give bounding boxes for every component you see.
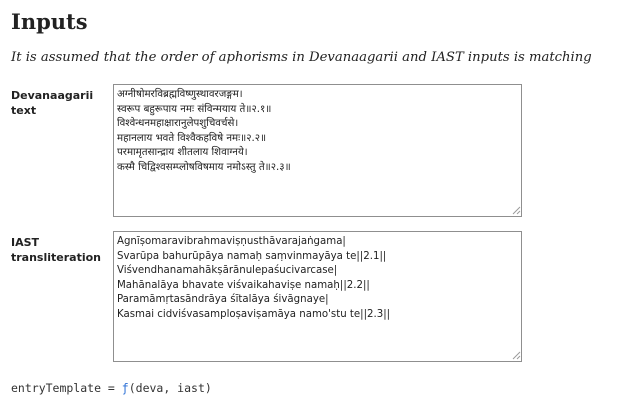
iast-label: IAST transliteration [11, 236, 102, 264]
iast-resize-handle[interactable] [512, 351, 521, 360]
iast-textarea[interactable]: Agnīṣomaravibrahmaviṣṇusthāvarajaṅgama| Svarūpa bahurūpāya namaḥ saṃvinmayāya te||2.1|| Viśvendhanamahākṣārānulepaśucivarcase| Mahānalāya bhavate viśvaikahaviṣe namaḥ||2.2|| Paramāmṛtasāndrāya śītalāya śivāgnaye| Kasmai cidviśvasamploṣaviṣamāya namo'stu te||2.3|| [113, 231, 522, 362]
entry-template-prefix: entryTemplate = [11, 381, 122, 395]
devanagari-resize-handle[interactable] [512, 206, 521, 215]
page-subtitle: It is assumed that the order of aphorisms in Devanaagarii and IAST inputs is matching [11, 50, 592, 65]
entry-template-args: (deva, iast) [128, 381, 212, 395]
devanagari-label: Devanaagarii text [11, 89, 94, 117]
devanagari-textarea[interactable]: अग्नीषोमरविब्रह्मविष्णुस्थावरजङ्गम। स्वरूप बहुरूपाय नमः संविन्मयाय ते॥२.१॥ विश्वेन्धनमहाक्षारानुलेपशुचिवर्चसे। महानलाय भवते विश्वैकहविषे नमः॥२.२॥ परमामृतसान्द्राय शीतलाय शिवाग्नये। कस्मै चिद्विश्वसम्प्लोषविषमाय नमोऽस्तु ते॥२.३॥ [113, 84, 522, 217]
entry-template-code [11, 381, 212, 395]
page-title: Inputs [11, 9, 88, 34]
function-icon[interactable]: ƒ [121, 381, 129, 395]
